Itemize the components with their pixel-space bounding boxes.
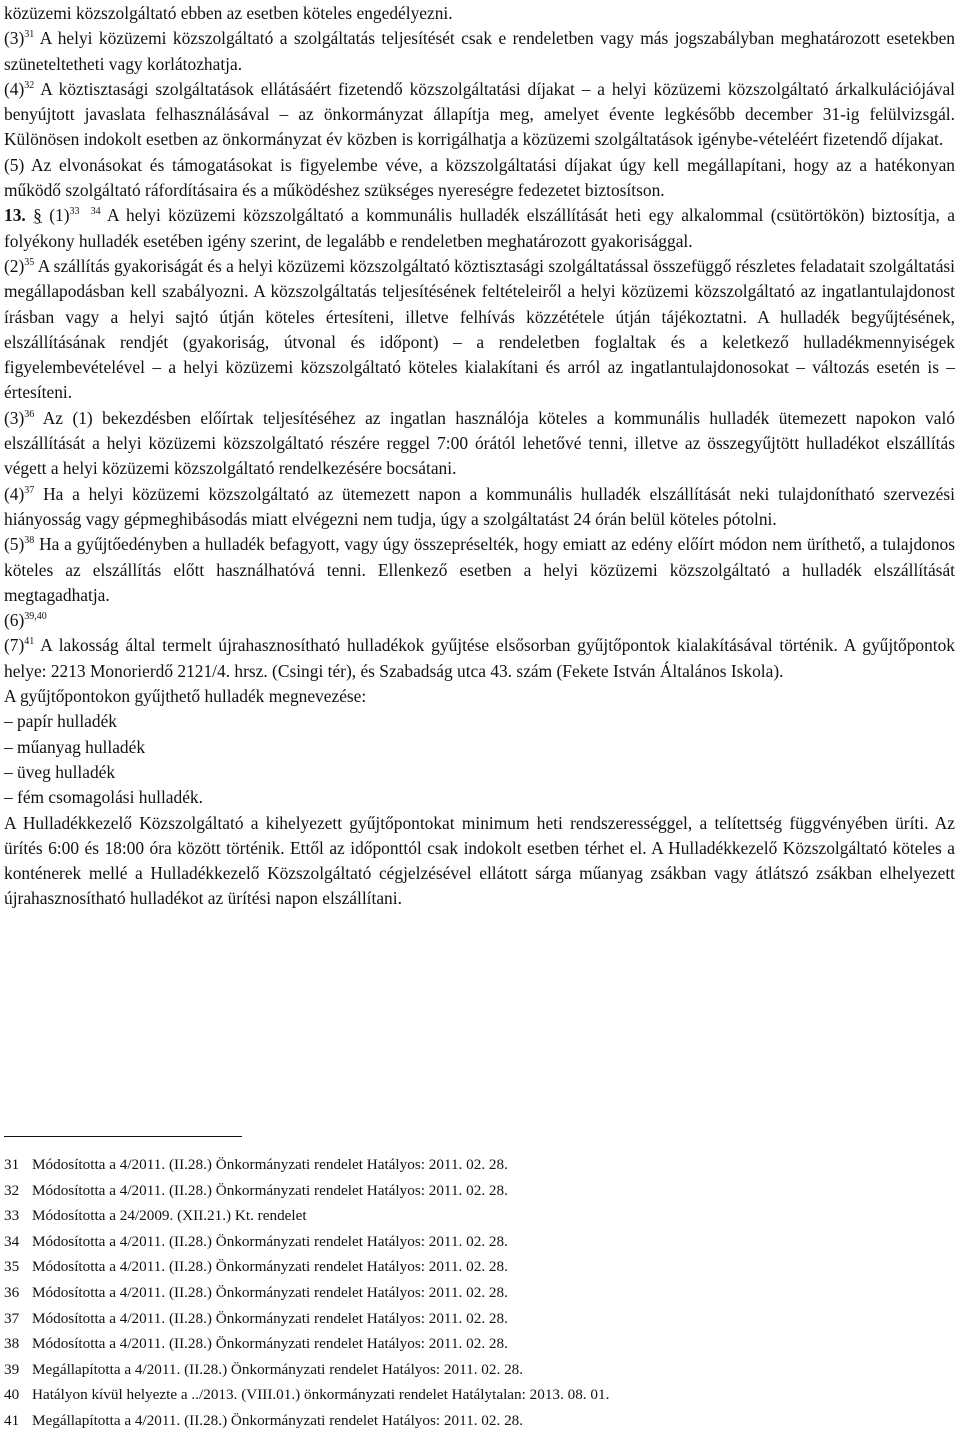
footnote-text: Megállapította a 4/2011. (II.28.) Önkormányzati rendelet Hatályos: 2011. 02. 28. xyxy=(32,1360,524,1378)
paragraph-number: (5) xyxy=(4,154,25,175)
footnote-number: 31 xyxy=(4,1156,20,1173)
footnote xyxy=(4,1306,954,1332)
paragraph-text: A köztisztasági szolgáltatások ellátásáért fizetendő közszolgáltatási díjakat – a helyi közüzemi közszolgáltató árkalkulációjával benyújtott javaslata felhasználásával – az önkormányzat állapítja meg, amelyet évente legkésőbb december 31-ig felülvizsgál. Különösen indokolt esetben az önkormányzat év közben is korrigálhatja a közüzemi szolgáltatások igénybe-vételéért fizetendő díjakat. xyxy=(4,78,956,150)
footnote xyxy=(4,1229,954,1255)
footnote-text: Módosította a 24/2009. (XII.21.) Kt. rendelet xyxy=(32,1207,307,1225)
list-item-text: – papír hulladék xyxy=(4,711,118,732)
list-intro-text: A gyűjtőpontokon gyűjthető hulladék megnevezése: xyxy=(4,686,367,707)
footnote-number: 38 xyxy=(4,1335,20,1353)
footnote xyxy=(4,1203,954,1229)
paragraph-number: (5) xyxy=(4,534,25,555)
list-item-text: – fém csomagolási hulladék. xyxy=(4,787,203,808)
paragraph-text: Ha a helyi közüzemi közszolgáltató az ütemezett napon a kommunális hulladék elszállítását neki tulajdonítható szervezési hiányosság vagy gépmeghibásodás miatt elvégezni nem tudja, úgy a szolgáltatást 24 órán belül köteles pótolni. xyxy=(4,483,955,529)
footnote-text: Módosította a 4/2011. (II.28.) Önkormányzati rendelet Hatályos: 2011. 02. 28. xyxy=(32,1156,508,1173)
footnote-text: Hatályon kívül helyezte a ../2013. (VIII.01.) önkormányzati rendelet Hatálytalan: 2013. 08. 01. xyxy=(32,1386,610,1404)
section-13-paragraph-4 xyxy=(4,482,955,533)
footnote-ref[interactable]: 36 xyxy=(24,408,35,420)
paragraph-text: Az elvonásokat és támogatásokat is figyelembe véve, a közszolgáltatási díjakat úgy kell megállapítani, hogy az a hatékonyan működő szolgáltató ráfordításaira és a működéshez szükséges nyereségre fedezetet biztosítson. xyxy=(4,154,955,201)
paragraph-continued xyxy=(4,1,955,26)
paragraph-text: A Hulladékkezelő Közszolgáltató a kihelyezett gyűjtőpontokat minimum heti rendszerességgel, a telítettség függvényében üríti. Az ürítés 6:00 és 18:00 óra között történik. Ettől az időponttól csak indokolt esetben térhet el. A Hulladékkezelő Közszolgáltató köteles a konténerek mellé a Hulladékkezelő Közszolgáltató cégjelzésével ellátott sárga műanyag zsákban vagy átlátszó zsákban elhelyezett újrahasznosítható hulladékot az ürítési napon elszállítani. xyxy=(4,812,955,909)
footnote-text: Módosította a 4/2011. (II.28.) Önkormányzati rendelet Hatályos: 2011. 02. 28. xyxy=(32,1283,508,1301)
paragraph-number: (3) xyxy=(4,28,25,49)
paragraph-number: (4) xyxy=(4,483,25,504)
footnote-ref[interactable]: 39,40 xyxy=(24,611,47,623)
paragraph-number: (1) xyxy=(49,205,70,226)
section-13-paragraph-1 xyxy=(4,203,955,254)
list-item xyxy=(4,785,955,810)
paragraph-text: A helyi közüzemi közszolgáltató a kommunális hulladék elszállítását heti egy alkalommal (csütörtökön) biztosítja, a folyékony hulladék esetében igény szerint, de legalább e rendeletben meghatározott gyakorisággal. xyxy=(4,205,955,251)
paragraph-text: Az (1) bekezdésben előírtak teljesítéséhez az ingatlan használója köteles a kommunális hulladék ütemezett napokon való elszállítását a helyi közüzemi közszolgáltató részére reggel 7:00 órától lehetővé tenni, illetve az összegyűjtött hulladékot elszállítás végett a helyi közüzemi közszolgáltató rendelkezésére bocsátani. xyxy=(4,407,955,479)
section-13-paragraph-7 xyxy=(4,633,955,684)
footnote-ref[interactable]: 35 xyxy=(24,256,35,268)
footnote-number: 36 xyxy=(4,1283,20,1301)
paragraph-5 xyxy=(4,153,955,204)
closing-paragraph xyxy=(4,811,955,912)
paragraph-text: Ha a gyűjtőedényben a hulladék befagyott, vagy úgy összepréselték, hogy emiatt az edény előírt módon nem üríthető, a tulajdonos köteles az elszállítás előtt használhatóvá tenni. Ellenkező esetben a helyi közüzemi közszolgáltató a hulladék elszállítását megtagadhatja. xyxy=(4,534,955,605)
footnote xyxy=(4,1408,954,1434)
list-intro xyxy=(4,684,955,709)
paragraph-number: (4) xyxy=(4,78,25,99)
footnote xyxy=(4,1178,954,1204)
footnotes xyxy=(4,1152,954,1434)
section-13-paragraph-3 xyxy=(4,406,955,482)
list-item xyxy=(4,735,955,760)
body-text xyxy=(4,1,955,912)
paragraph-number: (7) xyxy=(4,635,25,656)
footnote-text: Módosította a 4/2011. (II.28.) Önkormányzati rendelet Hatályos: 2011. 02. 28. xyxy=(32,1232,508,1250)
footnote-ref[interactable]: 38 xyxy=(24,535,35,547)
section-number: 13. xyxy=(4,205,26,226)
footnote-text: Módosította a 4/2011. (II.28.) Önkormányzati rendelet Hatályos: 2011. 02. 28. xyxy=(32,1335,508,1353)
footnote-number: 32 xyxy=(4,1181,20,1199)
list-item xyxy=(4,709,955,734)
list-item xyxy=(4,760,955,785)
footnote-number: 33 xyxy=(4,1207,20,1225)
footnote-ref[interactable]: 33 34 xyxy=(69,206,101,218)
footnote-number: 41 xyxy=(4,1411,20,1429)
footnote-number: 34 xyxy=(4,1232,20,1250)
paragraph-number: (3) xyxy=(4,407,25,428)
footnote-text: Módosította a 4/2011. (II.28.) Önkormányzati rendelet Hatályos: 2011. 02. 28. xyxy=(32,1181,508,1199)
list-item-text: – üveg hulladék xyxy=(4,761,116,782)
footnote xyxy=(4,1382,954,1408)
footnote-number: 40 xyxy=(4,1386,20,1404)
paragraph-4 xyxy=(4,77,955,153)
paragraph-text: A helyi közüzemi közszolgáltató a szolgáltatás teljesítését csak e rendeletben vagy más jogszabályban meghatározott esetekben szüneteltetheti vagy korlátozhatja. xyxy=(4,28,955,74)
footnote-ref[interactable]: 31 xyxy=(24,29,35,41)
paragraph-text: közüzemi közszolgáltató ebben az esetben köteles engedélyezni. xyxy=(4,3,453,23)
paragraph-text: A lakosság által termelt újrahasznosítható hulladékok gyűjtése elsősorban gyűjtőpontok kialakításával történik. A gyűjtőpontok helye: 2213 Monorierdő 2121/4. hrsz. (Csingi tér), és Szabadság utca 43. szám (Fekete István Általános Iskola). xyxy=(4,635,956,681)
footnote-ref[interactable]: 37 xyxy=(24,484,35,496)
section-13-paragraph-5 xyxy=(4,532,955,608)
section-13-paragraph-2 xyxy=(4,254,955,406)
paragraph-number: (2) xyxy=(4,255,25,276)
list-item-text: – műanyag hulladék xyxy=(4,736,146,757)
paragraph-text: A szállítás gyakoriságát és a helyi közüzemi közszolgáltató köztisztasági szolgáltatással összefüggő részletes feladatait szolgáltatási megállapodásban kell szabályozni. A közszolgáltatás teljesítésének feltételeiről a helyi közüzemi közszolgáltató az ingatlantulajdonost írásban vagy a helyi sajtó útján köteles értesíteni, illetve felhívás közzététele útján tájékoztatni. A hulladék begyűjtésének, elszállításának rendjét (gyakoriság, útvonal és időpont) – a rendeletben foglaltak és a keletkező hulladékmennyiségek figyelembevételével – a helyi közüzemi közszolgáltató köteles kialakítani és arról az ingatlantulajdonosokat – változás esetén is – értesíteni. xyxy=(4,255,956,403)
section-sign: § xyxy=(33,205,42,226)
footnote xyxy=(4,1357,954,1383)
footnote-text: Módosította a 4/2011. (II.28.) Önkormányzati rendelet Hatályos: 2011. 02. 28. xyxy=(32,1258,508,1276)
paragraph-number: (6) xyxy=(4,610,25,631)
footnote-number: 39 xyxy=(4,1360,20,1378)
footnote-separator xyxy=(4,1136,242,1137)
footnote-number: 37 xyxy=(4,1309,20,1327)
footnote-ref[interactable]: 41 xyxy=(24,636,35,648)
footnote xyxy=(4,1280,954,1306)
footnote xyxy=(4,1152,954,1178)
footnote xyxy=(4,1331,954,1357)
section-13-paragraph-6 xyxy=(4,608,955,633)
paragraph-3 xyxy=(4,26,955,77)
footnote-ref[interactable]: 32 xyxy=(24,79,35,91)
footnote-text: Megállapította a 4/2011. (II.28.) Önkormányzati rendelet Hatályos: 2011. 02. 28. xyxy=(32,1411,524,1429)
footnote-number: 35 xyxy=(4,1258,20,1276)
footnote-text: Módosította a 4/2011. (II.28.) Önkormányzati rendelet Hatályos: 2011. 02. 28. xyxy=(32,1309,508,1327)
footnote xyxy=(4,1254,954,1280)
